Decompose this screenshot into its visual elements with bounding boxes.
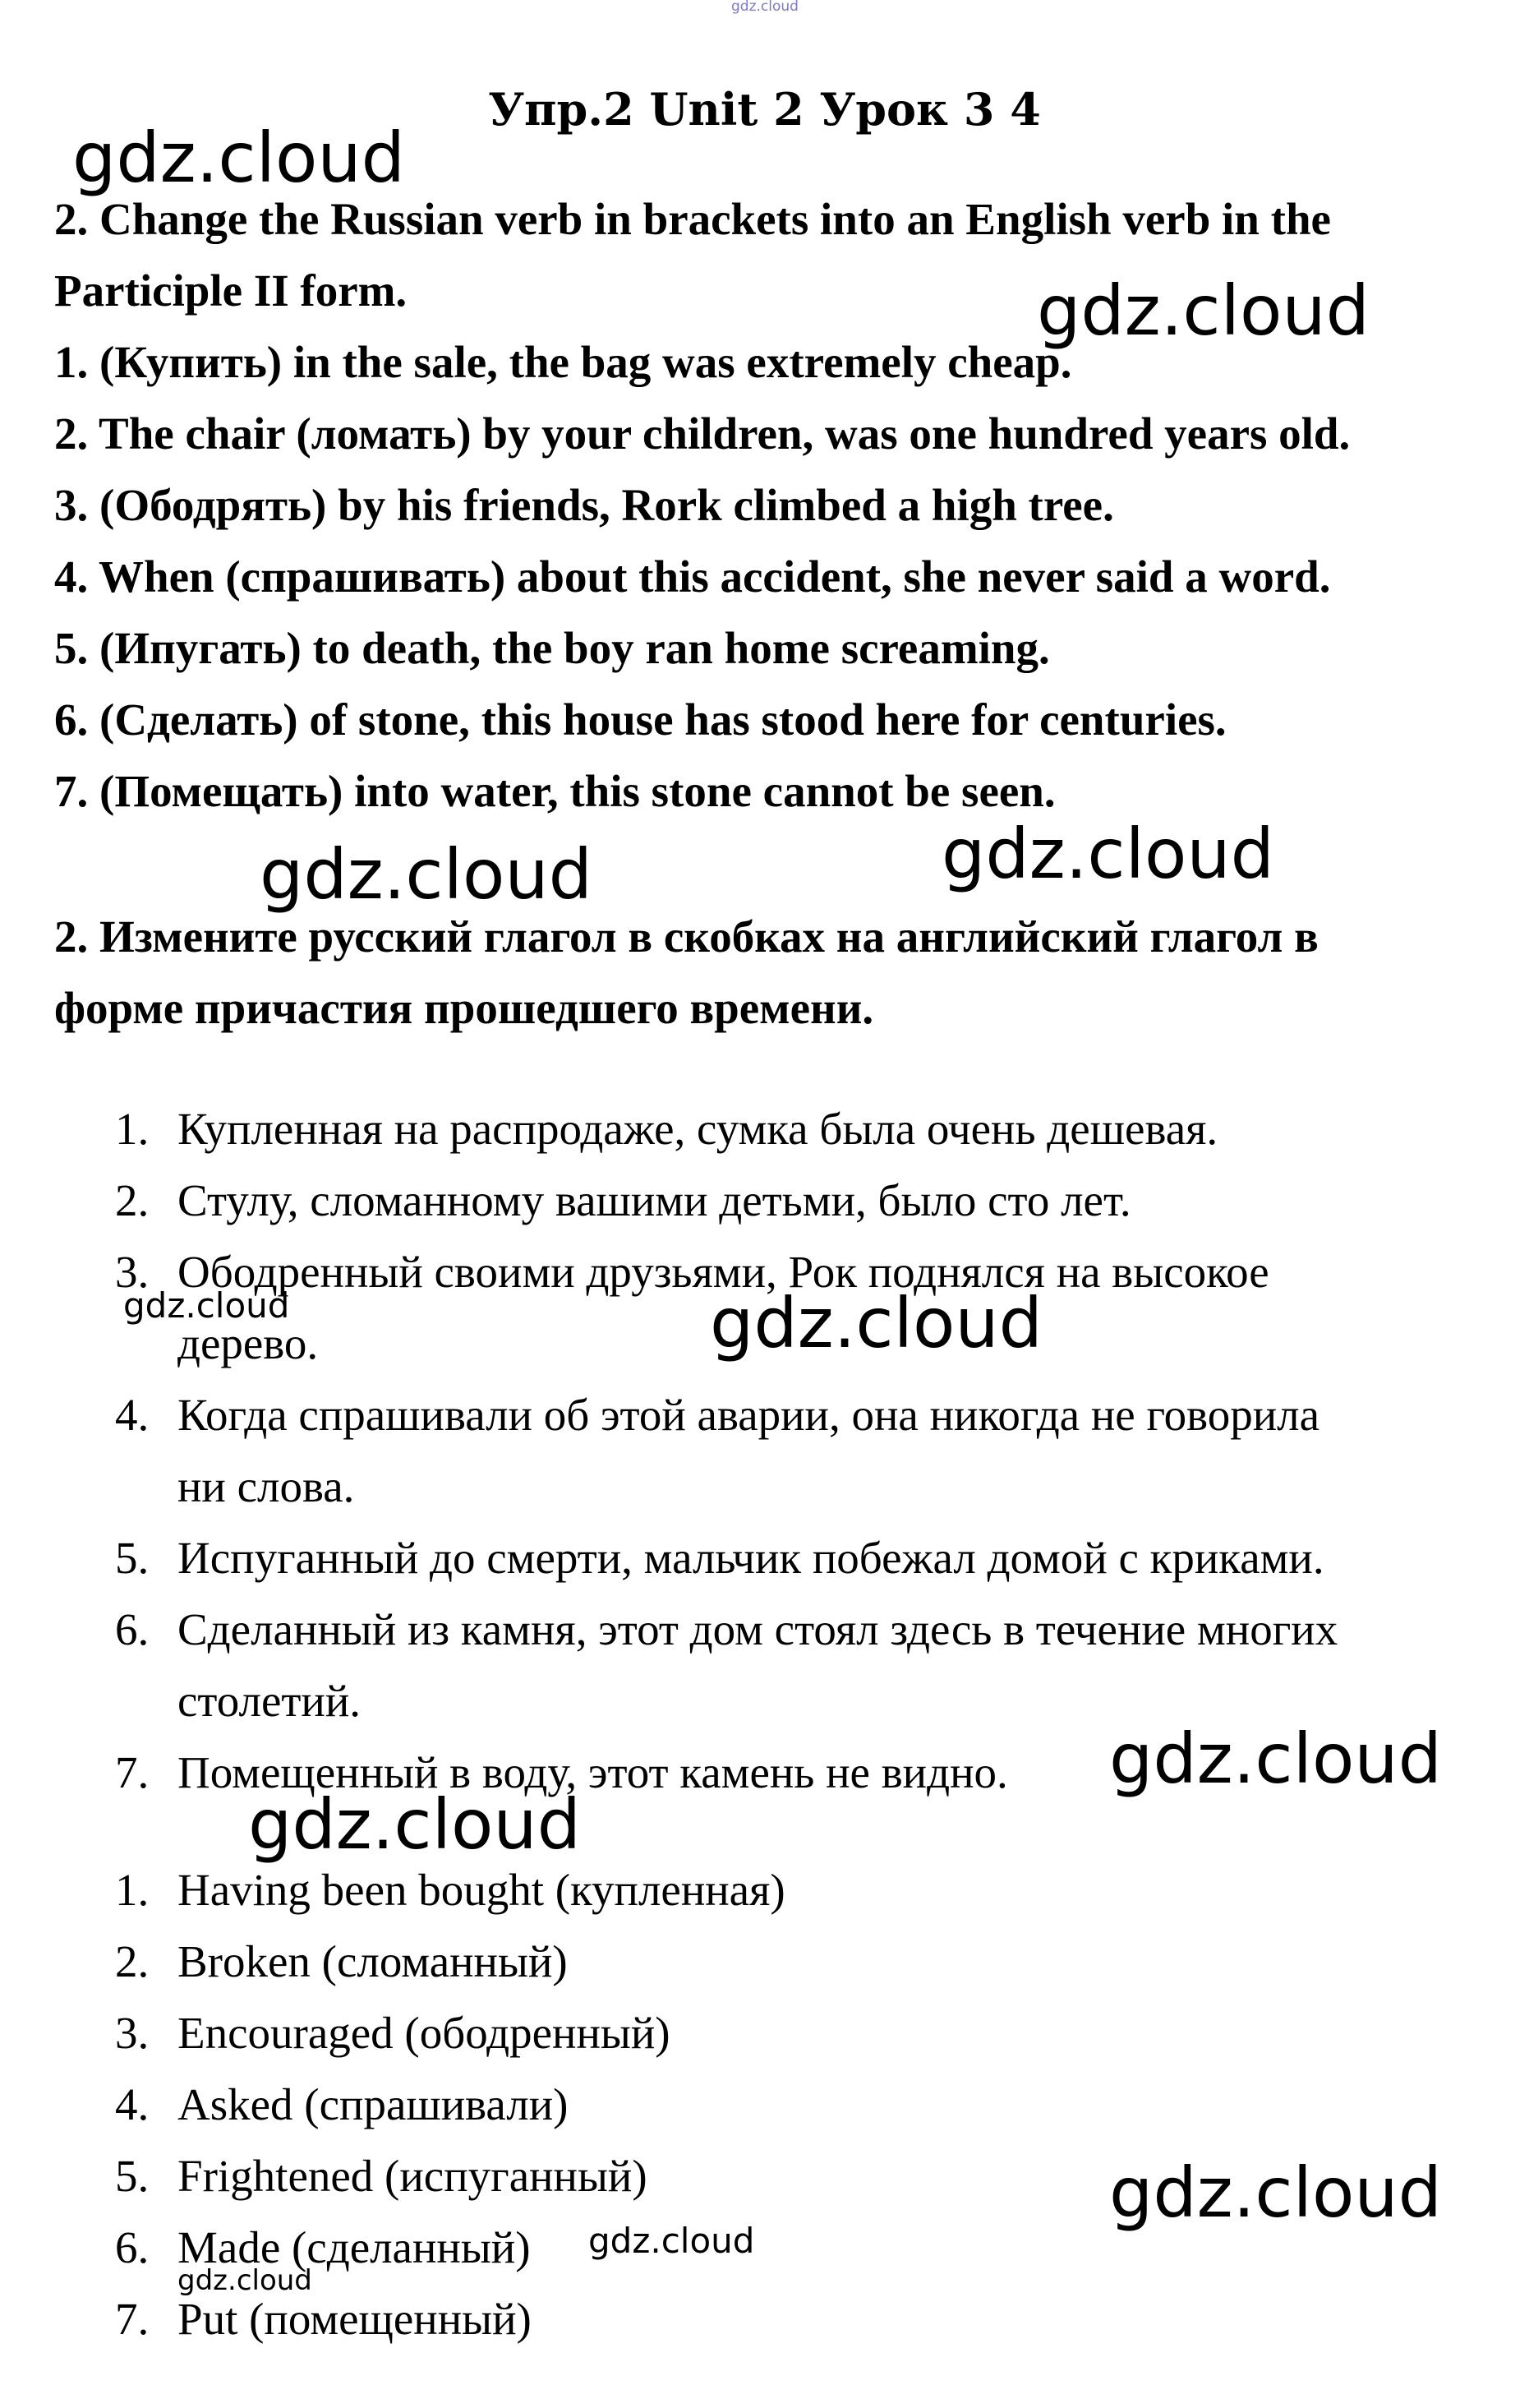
list-item bbox=[54, 1093, 1500, 1165]
watermark: gdz.cloud bbox=[177, 2264, 312, 2297]
task-en-sentence: 6. (Сделать) of stone, this house has stood here for centuries. bbox=[54, 694, 1227, 745]
task-en-sentence: 2. The chair (ломать) by your children, was one hundred years old. bbox=[54, 408, 1351, 459]
answer-number: 6. bbox=[115, 2222, 150, 2272]
answer-text: Made (сделанный) bbox=[177, 2222, 531, 2272]
watermark: gdz.cloud bbox=[1109, 2152, 1442, 2233]
watermark: gdz.cloud bbox=[588, 2221, 755, 2261]
task-ru-heading-line-1: 2. Измените русский глагол в скобках на английский глагол в bbox=[54, 911, 1319, 962]
page-title: Упр.2 Unit 2 Урок 3 4 bbox=[488, 83, 1041, 136]
list-item-text-continued: дерево. bbox=[177, 1318, 319, 1368]
task-en-sentence: 4. When (спрашивать) about this accident, she never said a word. bbox=[54, 551, 1331, 602]
list-item-text: Стулу, сломанному вашими детьми, было сто лет. bbox=[177, 1175, 1131, 1225]
list-item bbox=[54, 1165, 1500, 1236]
task-ru bbox=[54, 901, 1500, 1044]
list-item-text: Когда спрашивали об этой аварии, она никогда не говорила bbox=[177, 1390, 1320, 1440]
list-item-number: 3. bbox=[115, 1247, 150, 1297]
watermark: gdz.cloud bbox=[942, 814, 1274, 894]
task-en-heading-line-2: Participle II form. bbox=[54, 265, 408, 316]
list-item bbox=[54, 1522, 1500, 1594]
translations-list bbox=[54, 1093, 1500, 1808]
watermark: gdz.cloud bbox=[72, 118, 405, 198]
list-item-text: Помещенный в воду, этот камень не видно. bbox=[177, 1747, 1008, 1797]
task-en-sentence: 7. (Помещать) into water, this stone cannot be seen. bbox=[54, 766, 1056, 816]
answer-number: 4. bbox=[115, 2079, 150, 2129]
answer-number: 5. bbox=[115, 2151, 150, 2201]
list-item-text: Ободренный своими друзьями, Рок поднялся на высокое bbox=[177, 1247, 1269, 1297]
list-item-number: 4. bbox=[115, 1390, 150, 1440]
task-en-sentence: 1. (Купить) in the sale, the bag was extremely cheap. bbox=[54, 337, 1072, 387]
answer-text: Having been bought (купленная) bbox=[177, 1865, 785, 1915]
watermark: gdz.cloud bbox=[248, 1784, 581, 1865]
list-item-text-continued: столетий. bbox=[177, 1676, 362, 1726]
list-item-number: 6. bbox=[115, 1604, 150, 1654]
list-item-text-continued: ни слова. bbox=[177, 1461, 355, 1511]
watermark: gdz.cloud bbox=[123, 1285, 290, 1326]
answer-number: 7. bbox=[115, 2294, 150, 2344]
answer-number: 1. bbox=[115, 1865, 150, 1915]
watermark: gdz.cloud bbox=[731, 0, 799, 15]
watermark: gdz.cloud bbox=[710, 1283, 1043, 1363]
list-item-text: Испуганный до смерти, мальчик побежал домой с криками. bbox=[177, 1533, 1324, 1583]
answer-number: 3. bbox=[115, 2008, 150, 2058]
list-item-number: 2. bbox=[115, 1175, 150, 1225]
answer-text: Broken (сломанный) bbox=[177, 1936, 568, 1986]
answer-item bbox=[54, 1997, 1500, 2069]
answer-text: Asked (спрашивали) bbox=[177, 2079, 569, 2129]
list-item-text: Купленная на распродаже, сумка была очень дешевая. bbox=[177, 1104, 1218, 1154]
answer-text: Frightened (испуганный) bbox=[177, 2151, 647, 2201]
task-en-sentence: 5. (Ипугать) to death, the boy ran home screaming. bbox=[54, 623, 1050, 673]
list-item-number: 5. bbox=[115, 1533, 150, 1583]
list-item bbox=[54, 1379, 1500, 1522]
watermark: gdz.cloud bbox=[1037, 270, 1370, 351]
answer-item bbox=[54, 1926, 1500, 1997]
answer-text: Put (помещенный) bbox=[177, 2294, 532, 2344]
list-item-number: 7. bbox=[115, 1747, 150, 1797]
answer-item bbox=[54, 1854, 1500, 1926]
task-ru-heading-line-2: форме причастия прошедшего времени. bbox=[54, 983, 874, 1033]
list-item-text: Сделанный из камня, этот дом стоял здесь в течение многих bbox=[177, 1604, 1338, 1654]
task-en-heading-line-1: 2. Change the Russian verb in brackets into an English verb in the bbox=[54, 194, 1331, 244]
answer-number: 2. bbox=[115, 1936, 150, 1986]
watermark: gdz.cloud bbox=[260, 834, 592, 915]
watermark: gdz.cloud bbox=[1109, 1718, 1442, 1799]
task-en-sentence: 3. (Ободрять) by his friends, Rork climbed a high tree. bbox=[54, 480, 1114, 530]
list-item-number: 1. bbox=[115, 1104, 150, 1154]
answer-text: Encouraged (ободренный) bbox=[177, 2008, 670, 2058]
answer-item bbox=[54, 2069, 1500, 2140]
list-item bbox=[54, 1594, 1500, 1737]
